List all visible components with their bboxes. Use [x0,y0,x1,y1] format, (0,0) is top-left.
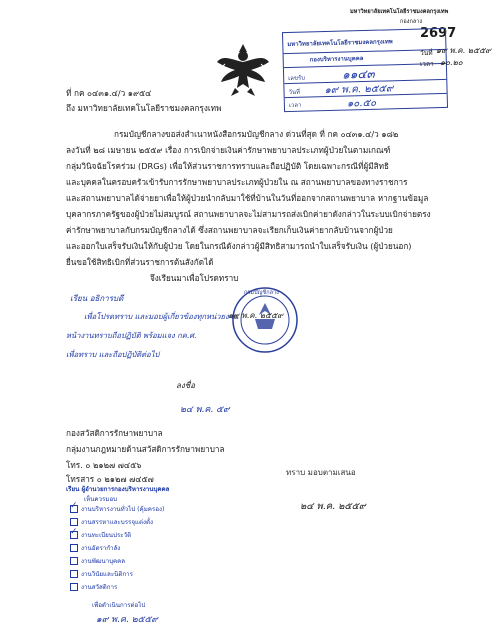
receipt-date-value: ๑๙ พ.ค. ๒๕๕๙ [324,83,394,97]
body-line-5: และสถานพยาบาลได้จ่ายยาเพื่อให้ผู้ป่วยนำกลับมาใช้ที่บ้านในวันที่ออกจากสถานพยาบาล หากฐานข้อมูล [66,193,429,203]
telephone: โทร. ๐ ๒๑๒๗ ๗๔๕๖ [66,460,142,470]
routing-item-label: งานสวัสดิการ [81,584,118,591]
handwritten-note-1: เรียน อธิการบดี [70,294,124,303]
routing-item-label: งานบริหารงานทั่วไป (คุ้มครอง) [81,506,165,513]
handwritten-sign-date: ๒๔ พ.ค. ๕๙ [180,405,230,415]
routing-item-label: งานวินัยและนิติการ [81,571,133,578]
comptroller-seal [230,285,300,355]
receipt-org: มหาวิทยาลัยเทคโนโลยีราชมงคลกรุงเทพ [287,38,393,49]
approve-date: ๒๔ พ.ค. ๒๕๕๙ [300,501,366,512]
receipt-top-date-value: ๑๙ พ.ค. ๒๕๕๙ [436,46,491,55]
routing-to-line: เรียน ผู้อำนวยการกองบริหารงานบุคคล [66,486,170,493]
seal-date: ๑๙ พ.ค. ๒๕๕๙ [228,311,283,320]
group-name: กลุ่มงานกฎหมายด้านสวัสดิการรักษาพยาบาล [66,444,225,454]
handwritten-note-4: เพื่อทราบ และถือปฏิบัติต่อไป [66,350,160,359]
body-line-1: กรมบัญชีกลางขอส่งสำเนาหนังสือกรมบัญชีกลาง ด่วนที่สุด ที่ กค ๐๔๓๑.๔/ว ๑๘๒ [114,129,399,139]
body-line-7: ค่ารักษาพยาบาลกับกรมบัญชีกลางได้ ซึ่งสถานพยาบาลจะเรียกเก็บเงินค่ายากลับบ้านจากผู้ป่วย [66,225,393,235]
routing-checkbox[interactable] [70,544,78,552]
routing-agree: เห็นควรมอบ [84,496,118,503]
routing-checkbox[interactable] [70,518,78,526]
body-line-4: และบุคคลในครอบครัวเข้ารับการรักษาพยาบาลประเภทผู้ป่วยใน ณ สถานพยาบาลของทางราชการ [66,177,408,187]
garuda-emblem-icon [213,40,273,100]
routing-checkbox[interactable] [70,557,78,565]
closing-line: จึงเรียนมาเพื่อโปรดทราบ [150,273,239,283]
receipt-dept: กองบริหารงานบุคคล [309,55,364,64]
recipient-line: ถึง มหาวิทยาลัยเทคโนโลยีราชมงคลกรุงเทพ [66,103,222,113]
receipt-top-date-label: วันที่ [420,49,433,57]
body-line-8: และออกใบเสร็จรับเงินให้กับผู้ป่วย โดยในกรณีดังกล่าวผู้มีสิทธิสามารถนำใบเสร็จรับเงิน (ผู้ป่วยนอก) [66,241,412,251]
seal-text: กรมบัญชีกลาง [244,290,279,296]
routing-item-label: งานอัตรากำลัง [81,545,121,552]
approve-stamp: ทราบ มอบตามเสนอ [286,468,356,477]
routing-item-label: งานสรรหาและบรรจุแต่งตั้ง [81,519,154,526]
receipt-top-number: 2697 [420,26,457,41]
routing-checkbox[interactable] [70,505,78,513]
receipt-no-label: เลขรับ [288,74,306,83]
handwritten-note-2: เพื่อโปรดทราบ และมอบผู้เกี่ยวข้องทุกหน่วยงาน [84,312,239,321]
receipt-top-sub: กองกลาง [400,19,423,25]
receipt-no-value: ๑๑๔๓ [341,66,375,82]
routing-action: เพื่อดำเนินการต่อไป [92,602,146,609]
routing-checkbox[interactable] [70,570,78,578]
routing-checkbox[interactable] [70,583,78,591]
routing-checklist [70,504,200,599]
receipt-time-value: ๑๐.๕๐ [346,97,377,110]
routing-checkbox[interactable] [70,531,78,539]
routing-item-label: งานทะเบียนประวัติ [81,532,132,539]
office-name: กองสวัสดิการรักษาพยาบาล [66,428,163,438]
receipt-date-label: วันที่ [288,88,301,97]
receipt-top-header: มหาวิทยาลัยเทคโนโลยีราชมงคลกรุงเทพ [350,9,449,15]
body-line-9: ยื่นขอใช้สิทธิเบิกที่ส่วนราชการต้นสังกัดได้ [66,257,214,267]
receipt-time-label: เวลา [288,101,302,110]
body-line-6: บุคลากรภาครัฐของผู้ป่วยไม่สมบูรณ์ สถานพยาบาลจะไม่สามารถส่งเบิกค่ายาดังกล่าวในระบบเบิกจ่ายตรง [66,209,431,219]
body-line-3: กลุ่มวินิจฉัยโรคร่วม (DRGs) เพื่อให้ส่วนราชการทราบและถือปฏิบัติ โดยเฉพาะกรณีที่ผู้มีสิทธิ [66,161,389,171]
handwritten-signature: ลงชื่อ [176,381,196,390]
reference-number: ที่ กค ๐๔๓๑.๔/ว ๑๙๕๔ [66,88,152,98]
routing-item-label: งานพัฒนาบุคคล [81,558,126,565]
handwritten-note-3: หน้างานทราบถือปฏิบัติ พร้อมแจง กค.ศ. [66,331,197,340]
receipt-top-time-value: ๑๐.๒๐ [440,58,463,67]
receipt-stamp-blue [282,28,448,112]
body-line-2: ลงวันที่ ๒๘ เมษายน ๒๕๕๙ เรื่อง การเบิกจ่ายเงินค่ารักษาพยาบาลประเภทผู้ป่วยในตามเกณฑ์ [66,145,391,155]
routing-date: ๑๙ พ.ค. ๒๕๕๙ [96,615,158,625]
receipt-top-time-label: เวลา [420,60,434,68]
fax: โทรสาร ๐ ๒๑๒๗ ๗๔๕๗ [66,474,154,484]
